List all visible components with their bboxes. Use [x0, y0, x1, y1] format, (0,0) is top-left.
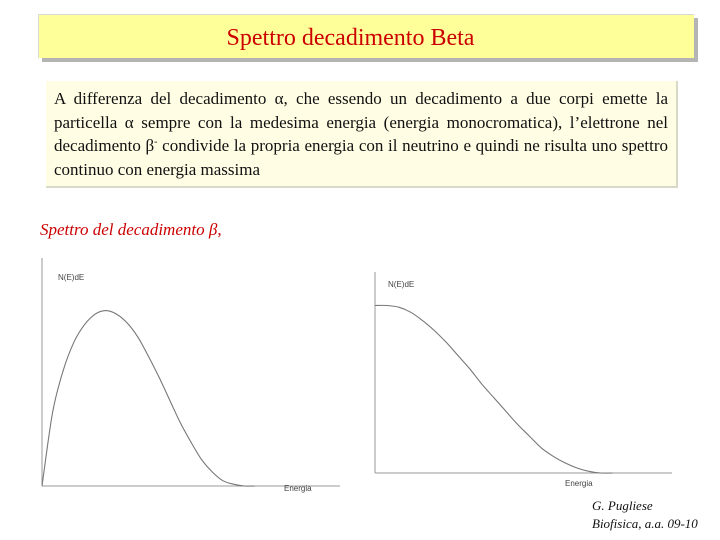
chart-2-xlabel: Energia: [565, 479, 593, 488]
credit-course: Biofisica, a.a. 09-10: [592, 516, 698, 531]
chart-2-series-line: [375, 305, 613, 473]
paragraph-superscript: -: [154, 136, 158, 148]
chart-2: [375, 272, 672, 488]
chart-subtitle: Spettro del decadimento β,: [40, 220, 222, 239]
credit-author: G. Pugliese: [592, 498, 653, 513]
chart-1-ylabel: N(E)dE: [58, 273, 85, 282]
chart-1-xlabel: Energia: [284, 484, 312, 493]
paragraph-text-part2: condivide la propria energia con il neutrino e quindi ne risulta uno spettro continuo con energia massima: [54, 136, 668, 179]
paragraph-text-part1: A differenza del decadimento α, che essendo un decadimento a due corpi emette la particella α sempre con la medesima energia (energia monocromatica), l’elettrone nel decadimento β: [54, 89, 668, 155]
chart-1: [42, 258, 340, 493]
chart-1-series-line: [42, 311, 255, 487]
credit: [592, 497, 698, 533]
chart-2-ylabel: N(E)dE: [388, 280, 415, 289]
slide-title: Spettro decadimento Beta: [226, 25, 475, 51]
